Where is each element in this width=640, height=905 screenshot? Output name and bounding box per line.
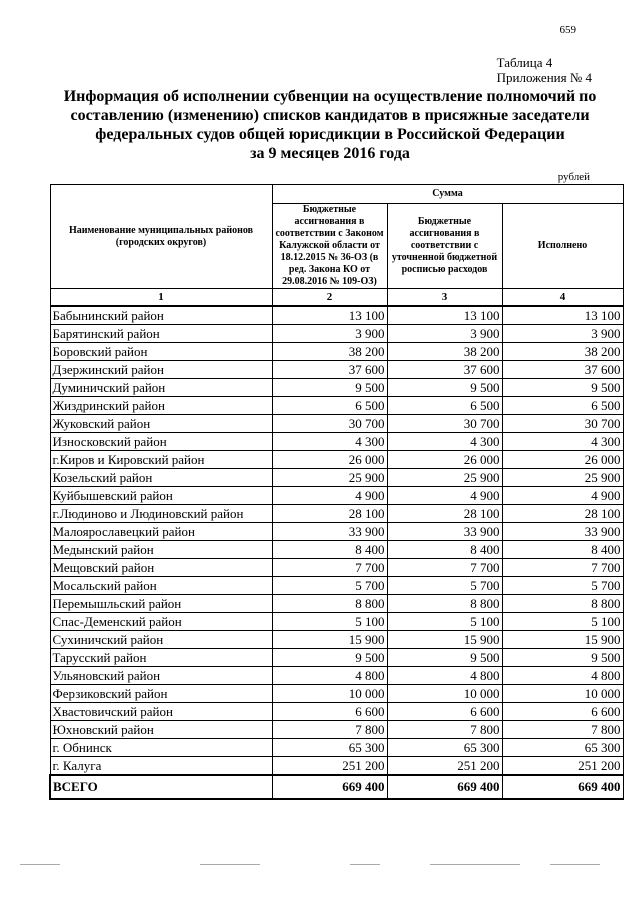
row-name: Бабынинский район <box>50 306 272 325</box>
total-col3: 669 400 <box>387 775 502 799</box>
row-col4: 6 600 <box>502 703 623 721</box>
table-row <box>50 559 623 577</box>
row-col2: 65 300 <box>272 739 387 757</box>
table-row <box>50 541 623 559</box>
row-col2: 7 800 <box>272 721 387 739</box>
row-col3: 8 800 <box>387 595 502 613</box>
scan-artifacts <box>20 864 620 868</box>
row-col2: 30 700 <box>272 415 387 433</box>
table-row <box>50 685 623 703</box>
row-col3: 37 600 <box>387 361 502 379</box>
table-row <box>50 667 623 685</box>
row-col2: 28 100 <box>272 505 387 523</box>
row-name: Ульяновский район <box>50 667 272 685</box>
row-col3: 26 000 <box>387 451 502 469</box>
table-label-line1: Таблица 4 <box>496 55 553 70</box>
row-col2: 8 800 <box>272 595 387 613</box>
row-name: Износковский район <box>50 433 272 451</box>
row-col3: 30 700 <box>387 415 502 433</box>
row-col3: 7 700 <box>387 559 502 577</box>
row-col2: 5 700 <box>272 577 387 595</box>
row-col4: 8 800 <box>502 595 623 613</box>
row-col3: 5 700 <box>387 577 502 595</box>
column-number: 4 <box>502 289 623 307</box>
row-col2: 3 900 <box>272 325 387 343</box>
row-name: Тарусский район <box>50 649 272 667</box>
row-col2: 9 500 <box>272 379 387 397</box>
row-col3: 3 900 <box>387 325 502 343</box>
row-col2: 38 200 <box>272 343 387 361</box>
row-col4: 26 000 <box>502 451 623 469</box>
row-col2: 13 100 <box>272 306 387 325</box>
row-col3: 33 900 <box>387 523 502 541</box>
row-col2: 37 600 <box>272 361 387 379</box>
row-col3: 6 600 <box>387 703 502 721</box>
table-row <box>50 397 623 415</box>
row-col4: 251 200 <box>502 757 623 776</box>
row-name: Сухиничский район <box>50 631 272 649</box>
row-name: Жиздринский район <box>50 397 272 415</box>
row-col3: 8 400 <box>387 541 502 559</box>
table-row <box>50 361 623 379</box>
row-col4: 38 200 <box>502 343 623 361</box>
page-number: 659 <box>559 24 576 36</box>
row-col4: 13 100 <box>502 306 623 325</box>
row-col4: 6 500 <box>502 397 623 415</box>
row-name: г. Калуга <box>50 757 272 776</box>
row-name: Дзержинский район <box>50 361 272 379</box>
table-row <box>50 306 623 325</box>
table-row <box>50 415 623 433</box>
title-line: составлению (изменению) списков кандидатов в присяжные заседатели <box>70 107 590 124</box>
column-number: 3 <box>387 289 502 307</box>
row-col4: 37 600 <box>502 361 623 379</box>
row-col2: 4 900 <box>272 487 387 505</box>
table-row <box>50 703 623 721</box>
row-col4: 7 700 <box>502 559 623 577</box>
table-row <box>50 325 623 343</box>
row-name: Козельский район <box>50 469 272 487</box>
column-number: 2 <box>272 289 387 307</box>
row-col4: 9 500 <box>502 649 623 667</box>
units-label: рублей <box>557 171 590 183</box>
row-col2: 15 900 <box>272 631 387 649</box>
header-col4: Исполнено <box>502 204 623 289</box>
row-name: Медынский район <box>50 541 272 559</box>
table-row <box>50 469 623 487</box>
total-col2: 669 400 <box>272 775 387 799</box>
table-label-line2: Приложения № 4 <box>496 70 592 85</box>
table-row <box>50 631 623 649</box>
row-col2: 4 800 <box>272 667 387 685</box>
row-col2: 5 100 <box>272 613 387 631</box>
row-col4: 4 800 <box>502 667 623 685</box>
row-name: г.Людиново и Людиновский район <box>50 505 272 523</box>
row-col2: 8 400 <box>272 541 387 559</box>
row-name: Малоярославецкий район <box>50 523 272 541</box>
row-col2: 9 500 <box>272 649 387 667</box>
row-col2: 10 000 <box>272 685 387 703</box>
row-col4: 7 800 <box>502 721 623 739</box>
row-col4: 4 300 <box>502 433 623 451</box>
row-col4: 28 100 <box>502 505 623 523</box>
row-col3: 4 900 <box>387 487 502 505</box>
row-col4: 4 900 <box>502 487 623 505</box>
table-row <box>50 433 623 451</box>
table-row <box>50 505 623 523</box>
row-name: Думиничский район <box>50 379 272 397</box>
row-col4: 65 300 <box>502 739 623 757</box>
row-col4: 10 000 <box>502 685 623 703</box>
row-name: Мещовский район <box>50 559 272 577</box>
header-col3: Бюджетные ассигнования в соответствии с уточненной бюджетной росписью расходов <box>387 204 502 289</box>
table-row <box>50 523 623 541</box>
table-row <box>50 487 623 505</box>
row-col4: 30 700 <box>502 415 623 433</box>
row-name: Ферзиковский район <box>50 685 272 703</box>
row-col3: 13 100 <box>387 306 502 325</box>
table-row <box>50 577 623 595</box>
row-col3: 9 500 <box>387 379 502 397</box>
row-col4: 5 100 <box>502 613 623 631</box>
row-col4: 3 900 <box>502 325 623 343</box>
table-row <box>50 595 623 613</box>
header-name: Наименование муниципальных районов (городских округов) <box>50 185 272 289</box>
table-body <box>50 306 623 775</box>
row-name: г.Киров и Кировский район <box>50 451 272 469</box>
row-col3: 15 900 <box>387 631 502 649</box>
row-col2: 7 700 <box>272 559 387 577</box>
table-row <box>50 613 623 631</box>
row-name: г. Обнинск <box>50 739 272 757</box>
title-line: Информация об исполнении субвенции на осуществление полномочий по <box>63 88 597 105</box>
table-row <box>50 451 623 469</box>
row-col3: 6 500 <box>387 397 502 415</box>
row-name: Хвастовичский район <box>50 703 272 721</box>
table-row <box>50 739 623 757</box>
row-col2: 33 900 <box>272 523 387 541</box>
row-col4: 15 900 <box>502 631 623 649</box>
table-row <box>50 343 623 361</box>
row-col3: 9 500 <box>387 649 502 667</box>
row-col2: 6 600 <box>272 703 387 721</box>
row-name: Спас-Деменский район <box>50 613 272 631</box>
document-title <box>60 87 600 163</box>
row-col4: 33 900 <box>502 523 623 541</box>
total-label: ВСЕГО <box>50 775 272 799</box>
subsidy-table <box>49 184 624 800</box>
row-name: Барятинский район <box>50 325 272 343</box>
total-col4: 669 400 <box>502 775 623 799</box>
table-row <box>50 721 623 739</box>
table-row <box>50 649 623 667</box>
row-col3: 28 100 <box>387 505 502 523</box>
title-line: федеральных судов общей юрисдикции в Российской Федерации <box>95 126 565 143</box>
row-col4: 25 900 <box>502 469 623 487</box>
row-name: Жуковский район <box>50 415 272 433</box>
header-sum: Сумма <box>272 185 623 204</box>
row-col2: 251 200 <box>272 757 387 776</box>
row-name: Мосальский район <box>50 577 272 595</box>
row-col2: 6 500 <box>272 397 387 415</box>
row-col4: 9 500 <box>502 379 623 397</box>
row-col2: 4 300 <box>272 433 387 451</box>
row-col2: 25 900 <box>272 469 387 487</box>
row-col3: 7 800 <box>387 721 502 739</box>
row-col3: 251 200 <box>387 757 502 776</box>
row-name: Юхновский район <box>50 721 272 739</box>
row-col3: 5 100 <box>387 613 502 631</box>
row-col3: 38 200 <box>387 343 502 361</box>
row-col2: 26 000 <box>272 451 387 469</box>
header-col2: Бюджетные ассигнования в соответствии с Законом Калужской области от 18.12.2015 № 36-ОЗ (в ред. Закона КО от 29.08.2016 № 109-ОЗ) <box>272 204 387 289</box>
row-col3: 4 300 <box>387 433 502 451</box>
row-col3: 10 000 <box>387 685 502 703</box>
row-col3: 65 300 <box>387 739 502 757</box>
row-name: Перемышльский район <box>50 595 272 613</box>
row-col4: 8 400 <box>502 541 623 559</box>
row-col3: 25 900 <box>387 469 502 487</box>
table-row <box>50 379 623 397</box>
column-number: 1 <box>50 289 272 307</box>
row-col4: 5 700 <box>502 577 623 595</box>
title-line: за 9 месяцев 2016 года <box>250 145 410 162</box>
total-row <box>50 775 623 799</box>
row-name: Боровский район <box>50 343 272 361</box>
table-label <box>497 55 592 85</box>
row-name: Куйбышевский район <box>50 487 272 505</box>
table-row <box>50 757 623 776</box>
row-col3: 4 800 <box>387 667 502 685</box>
